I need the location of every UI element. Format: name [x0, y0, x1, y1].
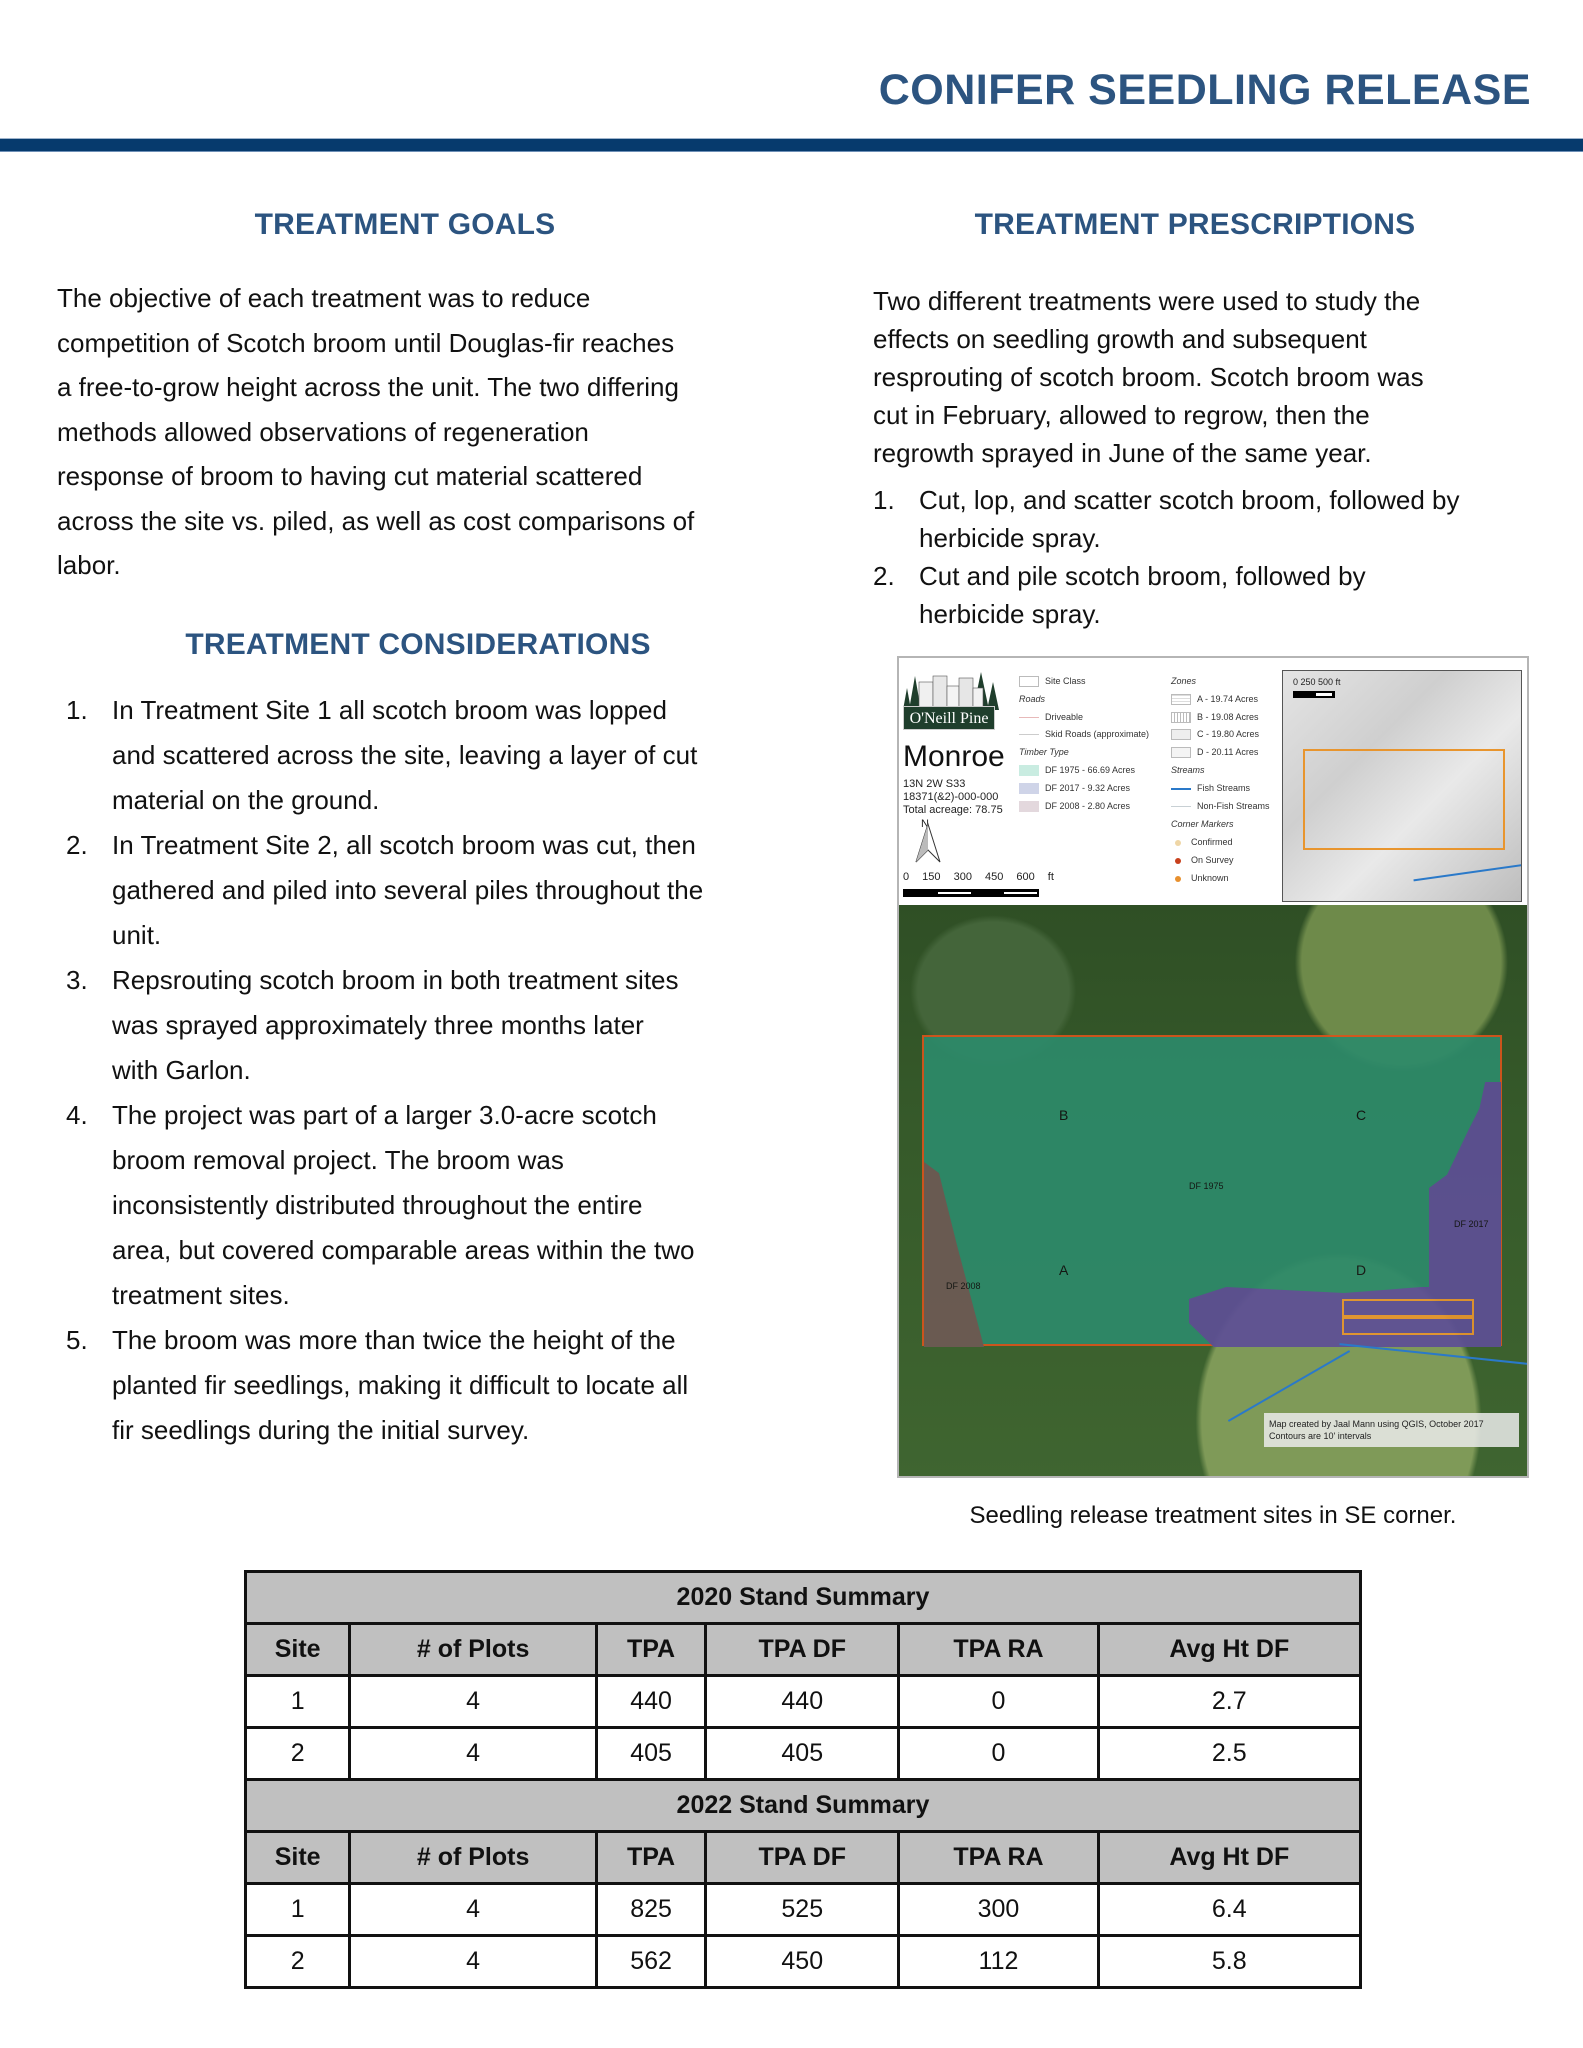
goals-line: competition of Scotch broom until Douglas-fir reaches — [57, 327, 675, 358]
table-title-row — [246, 1780, 1361, 1832]
table-row: 1 4 825 525 300 6.4 — [246, 1884, 1361, 1936]
goals-paragraph — [57, 276, 777, 588]
map-meta: 13N 2W S33 18371(&2)-000-000 Total acreage: 78.75 — [903, 778, 1003, 816]
goals-line: response of broom to having cut material scattered — [57, 461, 643, 491]
north-arrow-icon — [913, 820, 943, 864]
page-title: CONIFER SEEDLING RELEASE — [878, 66, 1531, 114]
fish-stream — [1228, 1350, 1350, 1422]
logo-text: O'Neill Pine — [903, 706, 995, 730]
table-title-2020: 2020 Stand Summary — [246, 1572, 1361, 1624]
map-legend-panel: O'Neill Pine Monroe 13N 2W S33 18371(&2)-000-000 Total acreage: 78.75 N 0 150 300 450 600 ft Site Class Roads Driveable Skid Roads (approximate) Timber Type DF 1975 - 66.69 Acres DF 2017 - 9.32 Acres DF 2008 - 2.80 Acres Zones A - 19.74 Acres B - 19.08 Acres C - 19.80 Acres D - 20.11 Acres Streams Fish Streams Non-Fish Streams Corner Markers Confirmed On Survey Unknown 0 250 500 ft — [899, 658, 1527, 905]
treatment-site-1-rect — [1342, 1317, 1474, 1335]
goals-line: labor. — [57, 550, 121, 580]
treatment-site-2-rect — [1342, 1299, 1474, 1317]
table-title-row — [246, 1572, 1361, 1624]
inset-extent-rectangle — [1303, 749, 1505, 850]
header-rule — [0, 138, 1583, 152]
list-item: 5. The broom was more than twice the height of the planted fir seedlings, making it difficult to locate all fir seedlings during the initial survey. — [66, 1325, 689, 1445]
prescriptions-paragraph: Two different treatments were used to study the effects on seedling growth and subsequent resprouting of scotch broom. Scotch broom was cut in February, allowed to regrow, then the regrowth sprayed in June of the same year. — [873, 286, 1424, 468]
goals-line: across the site vs. piled, as well as cost comparisons of — [57, 505, 695, 536]
stand-summary-table — [244, 1570, 1362, 1989]
df2008-area — [924, 1162, 984, 1347]
site-map-figure — [897, 656, 1529, 1478]
table-header-row: Site # of Plots TPA TPA DF TPA RA Avg Ht DF — [246, 1832, 1361, 1884]
map-caption: Seedling release treatment sites in SE corner. — [969, 1502, 1457, 1529]
prescriptions-list — [873, 481, 1563, 633]
table-row: 1 4 440 440 0 2.7 — [246, 1676, 1361, 1728]
scale-labels: 0 150 300 450 600 ft — [903, 871, 1054, 883]
considerations-list — [66, 688, 786, 1453]
list-item: 4. The project was part of a larger 3.0-acre scotch broom removal project. The broom was inconsistently distributed throughout the entire area, but covered comparable areas within the two treatment sites. — [66, 1100, 695, 1310]
goals-line: a free-to-grow height across the unit. The two differing — [57, 372, 679, 402]
prescriptions-heading: TREATMENT PRESCRIPTIONS — [974, 208, 1416, 241]
goals-heading: TREATMENT GOALS — [254, 208, 556, 241]
map-credit: Map created by Jaal Mann using QGIS, October 2017 Contours are 10' intervals — [1264, 1413, 1519, 1447]
list-item: 1. In Treatment Site 1 all scotch broom was lopped and scattered across the site, leaving a layer of cut material on the ground. — [66, 695, 698, 815]
north-label: N — [921, 818, 929, 830]
table-row: 2 4 405 405 0 2.5 — [246, 1728, 1361, 1780]
aerial-map — [899, 905, 1527, 1478]
list-item: 1. Cut, lop, and scatter scotch broom, followed by herbicide spray. — [873, 485, 1460, 553]
goals-line: The objective of each treatment was to reduce — [57, 283, 591, 313]
inset-scale-bar — [1293, 691, 1335, 698]
scale-bar — [903, 889, 1039, 897]
inset-stream — [1413, 863, 1522, 882]
unit-boundary: B A C D DF 1975 DF 2008 DF 2017 — [922, 1035, 1502, 1346]
list-item: 2. In Treatment Site 2, all scotch broom was cut, then gathered and piled into several piles throughout the unit. — [66, 830, 704, 950]
table-header-row: Site # of Plots TPA TPA DF TPA RA Avg Ht DF — [246, 1624, 1361, 1676]
table-row: 2 4 562 450 112 5.8 — [246, 1936, 1361, 1988]
inset-hillshade-map — [1282, 670, 1522, 902]
inset-scale-label: 0 250 500 ft — [1293, 677, 1341, 687]
map-title: Monroe — [903, 740, 1005, 773]
list-item: 2. Cut and pile scotch broom, followed by herbicide spray. — [873, 561, 1366, 629]
table-title-2022: 2022 Stand Summary — [246, 1780, 1361, 1832]
considerations-heading: TREATMENT CONSIDERATIONS — [185, 628, 651, 661]
goals-line: methods allowed observations of regeneration — [57, 416, 589, 447]
list-item: 3. Repsrouting scotch broom in both treatment sites was sprayed approximately three months later with Garlon. — [66, 965, 679, 1085]
